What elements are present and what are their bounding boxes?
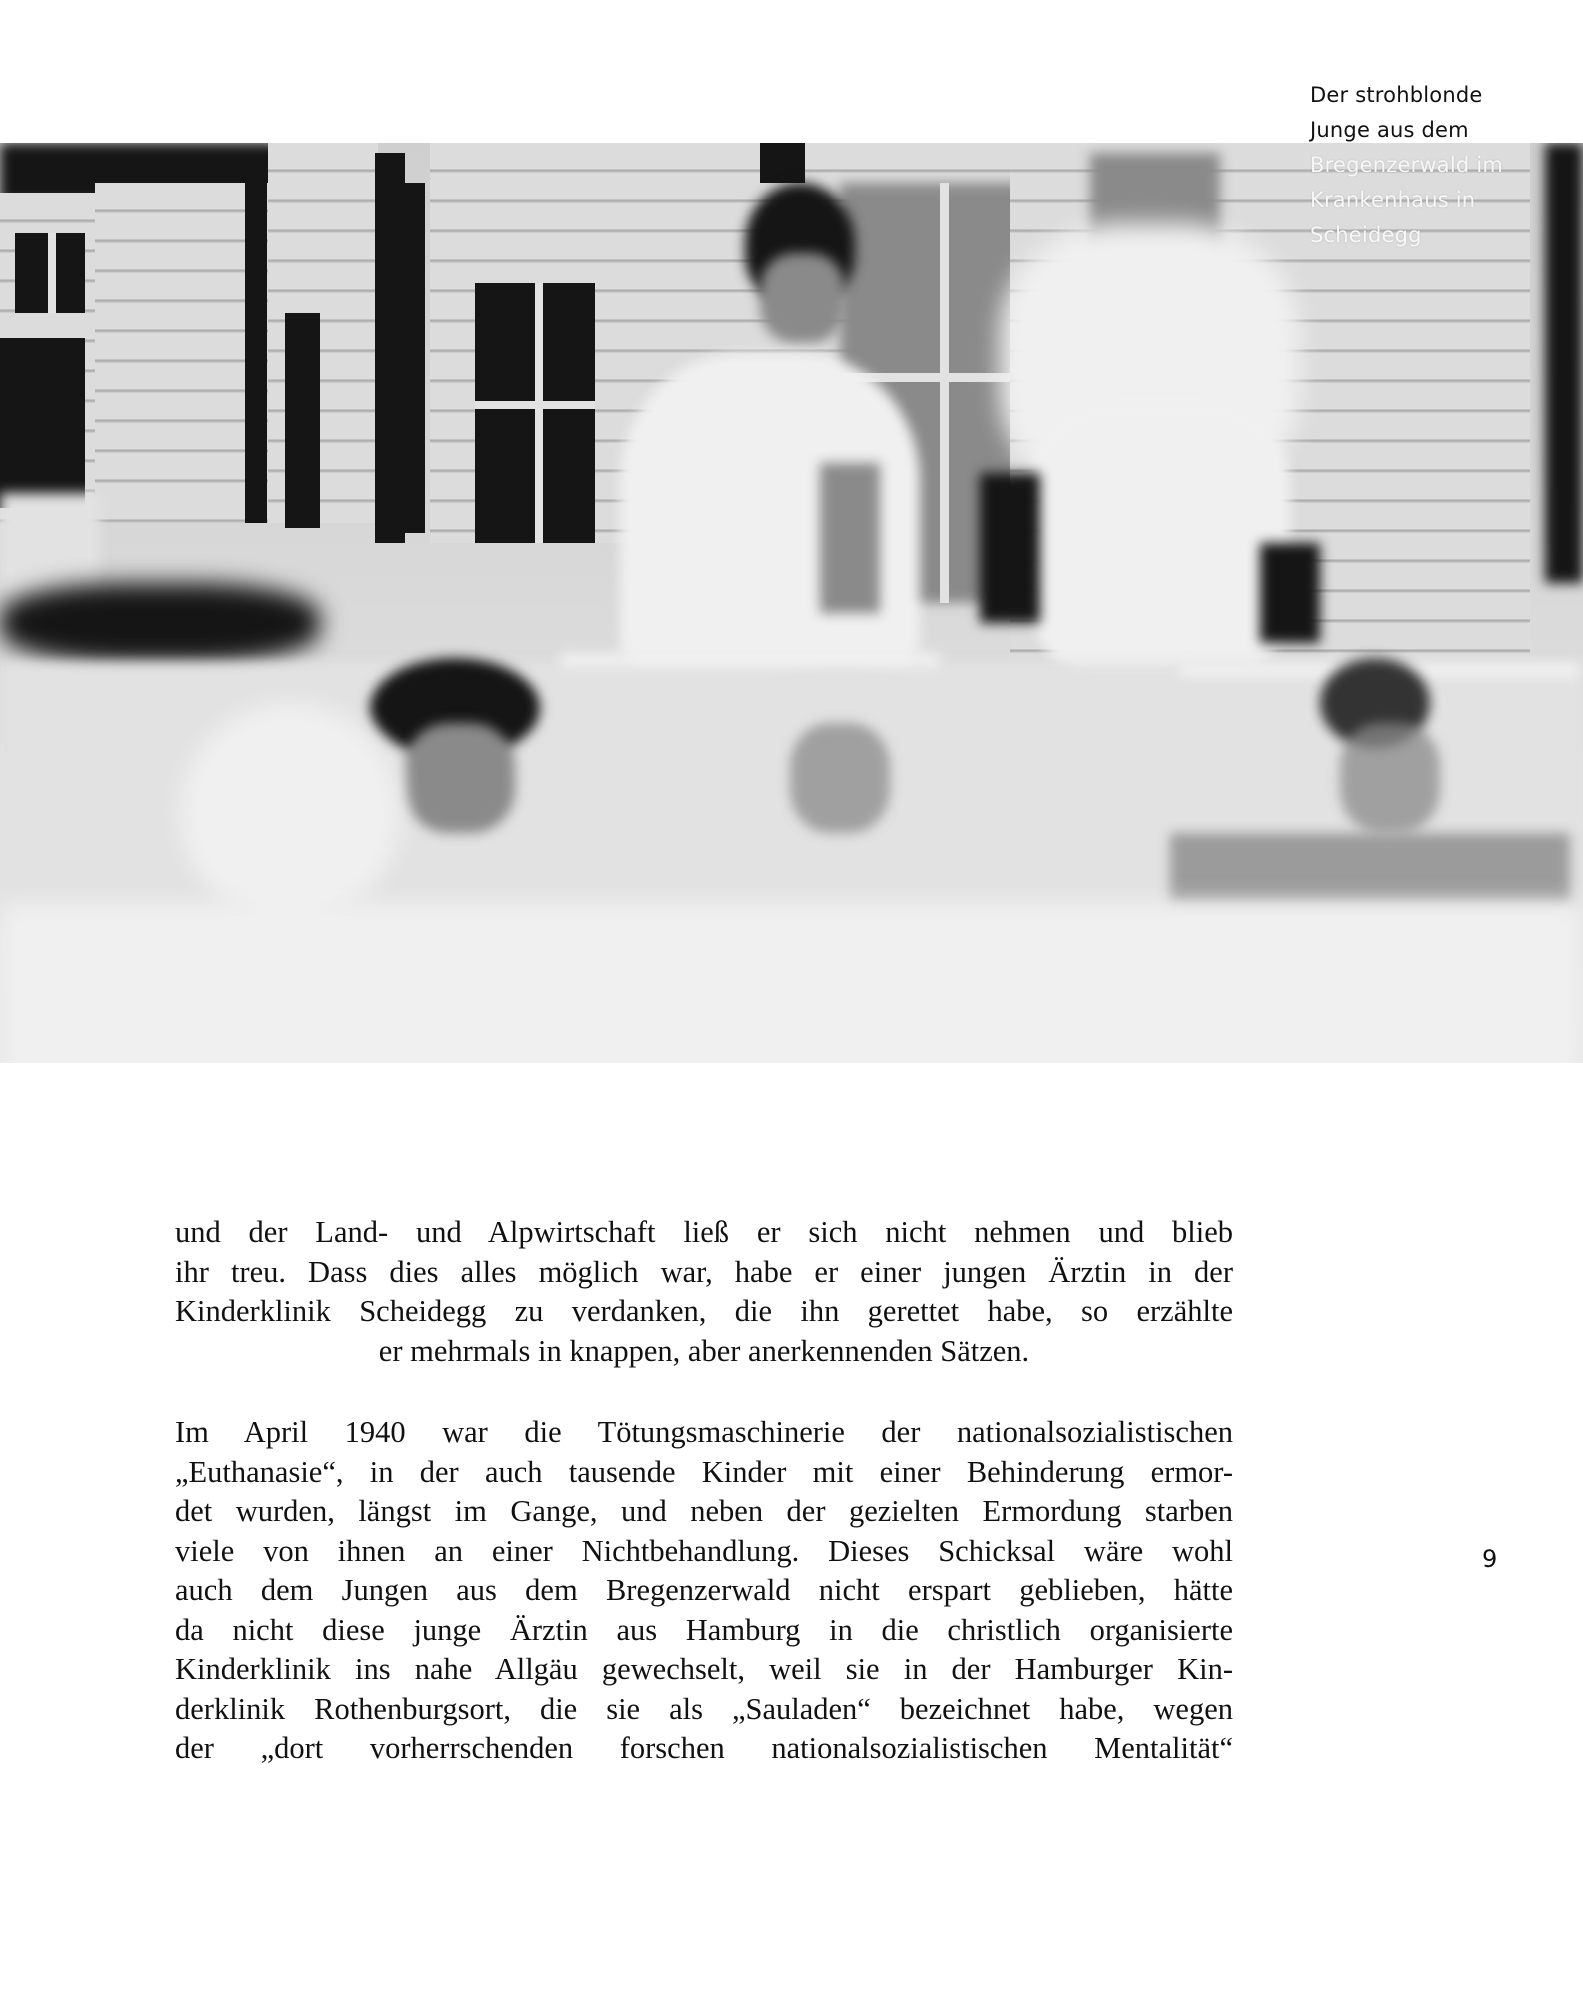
photo-boy-hands xyxy=(820,463,880,613)
caption-line: Krankenhaus in xyxy=(1310,188,1476,212)
photo-window-frame xyxy=(535,283,543,543)
photo-bed-tray xyxy=(1170,833,1570,903)
photo-table xyxy=(0,583,320,663)
photo-window-frame xyxy=(940,183,949,603)
photo-boy-face xyxy=(760,253,845,343)
text-line: det wurden, längst im Gange, und neben der gezielten Ermordung starben xyxy=(175,1494,1233,1528)
photo-child-left-pillow xyxy=(180,703,400,923)
body-paragraph-2 xyxy=(175,1413,1233,1769)
text-line: Kinderklinik Scheidegg zu verdanken, die ihn gerettet habe, so erzählte xyxy=(175,1294,1233,1328)
photo-nun-habit xyxy=(1030,403,1290,683)
text-line: da nicht diese junge Ärztin aus Hamburg in die christlich organisierte xyxy=(175,1612,1233,1647)
text-line: „Euthanasie“, in der auch tausende Kinder mit einer Behinderung ermor- xyxy=(175,1454,1233,1489)
photo-nun-dark-sleeve xyxy=(980,473,1040,623)
text-line: der „dort vorherrschenden forschen nationalsozialistischen Mentalität“ xyxy=(175,1731,1233,1765)
photo-child-left-face xyxy=(405,723,515,833)
text-line: auch dem Jungen aus dem Bregenzerwald nicht erspart geblieben, hätte xyxy=(175,1573,1233,1607)
text-line: Im April 1940 war die Tötungsmaschinerie der nationalsozialistischen xyxy=(175,1415,1233,1449)
caption-line: Der strohblonde xyxy=(1310,83,1483,107)
text-line: und der Land- und Alpwirtschaft ließ er sich nicht nehmen und blieb xyxy=(175,1215,1233,1249)
text-line: viele von ihnen an einer Nichtbehandlung. Dieses Schicksal wäre wohl xyxy=(175,1533,1233,1568)
photo-window-tall xyxy=(285,313,320,528)
photo-blankets xyxy=(0,903,1583,1063)
photo-post xyxy=(400,183,425,533)
photo-hospital-children xyxy=(0,143,1583,1063)
text-line: er mehrmals in knappen, aber anerkennenden Sätzen. xyxy=(378,1333,1030,1368)
caption-line: Bregenzerwald im xyxy=(1310,153,1504,177)
photo-child-right-face xyxy=(1340,723,1440,833)
photo-window-frame xyxy=(48,233,56,313)
photo-bed-rail xyxy=(560,653,940,667)
caption-line: Scheidegg xyxy=(1310,223,1422,247)
caption-line: Junge aus dem xyxy=(1310,118,1469,142)
photo-dark-detail xyxy=(760,143,805,183)
photo-post xyxy=(245,163,267,523)
page-number: 9 xyxy=(1482,1545,1498,1573)
text-line: Kinderklinik ins nahe Allgäu gewechselt, weil sie in der Hamburger Kin- xyxy=(175,1652,1233,1686)
photo-child-center-face xyxy=(790,723,890,833)
body-paragraph-1 xyxy=(175,1213,1233,1371)
photo-nun-dark-sleeve xyxy=(1260,543,1320,643)
photo-doorway xyxy=(0,338,85,508)
photo-caption xyxy=(1310,78,1570,253)
text-line: ihr treu. Dass dies alles möglich war, habe er einer jungen Ärztin in der xyxy=(175,1254,1233,1289)
text-line: derklinik Rothenburgsort, die sie als „Sauladen“ bezeichnet habe, wegen xyxy=(175,1691,1233,1726)
photo-chair xyxy=(0,493,100,593)
